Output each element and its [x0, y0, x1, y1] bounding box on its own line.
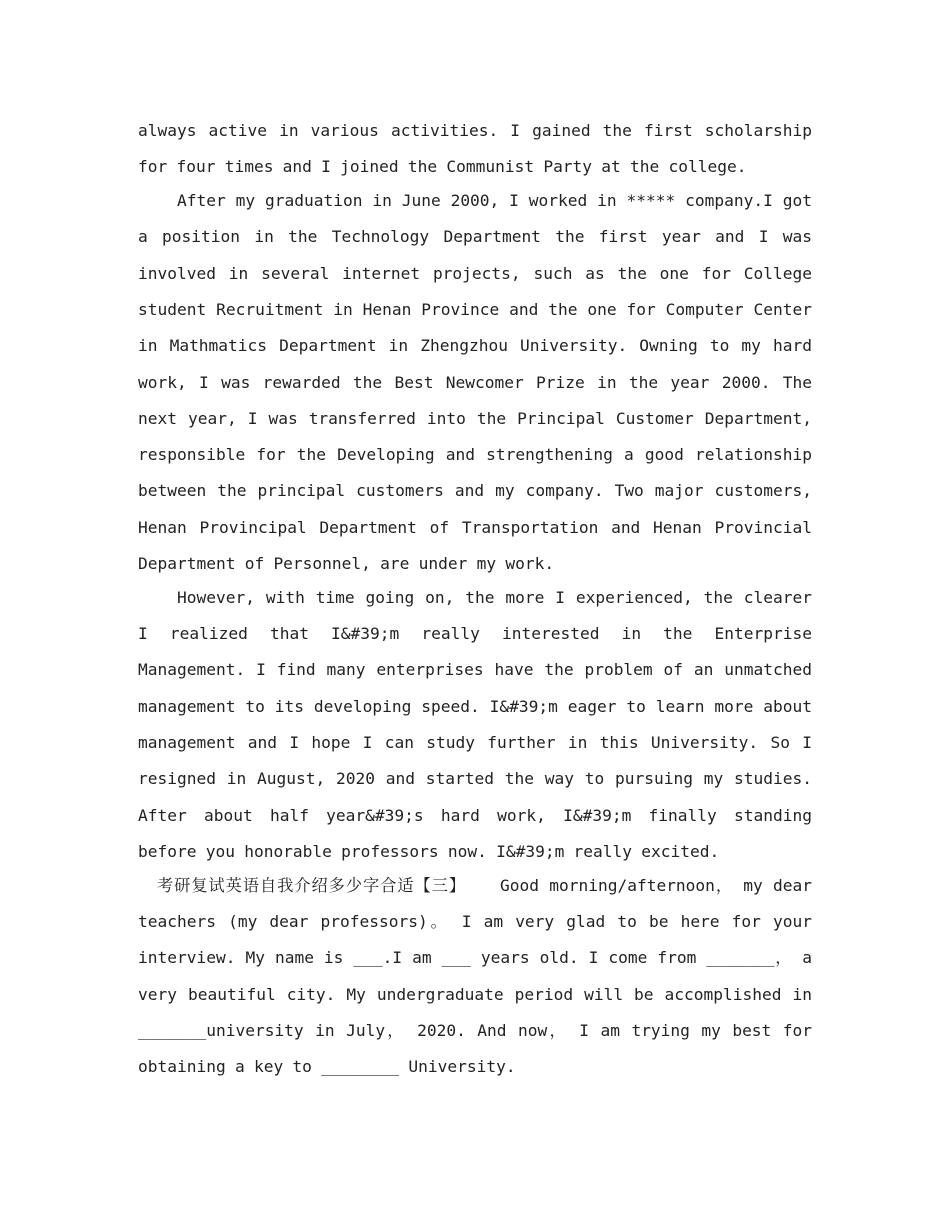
paragraph-work-experience: After my graduation in June 2000, I worked in ***** company.I got a position in the Technology Department the first year and I was involved in several internet projects, such as the one for College student Recruitment in Henan Province and the one for Computer Center in Mathmatics Department in Zhengzhou University. Owning to my hard work, I was rewarded the Best Newcomer Prize in the year 2000. The next year, I was transferred into the Principal Customer Department, responsible for the Developing and strengthening a good relationship between the principal customers and my company. Two major customers, Henan Provincipal Department of Transportation and Henan Provincial Department of Personnel, are under my work.	[138, 191, 812, 574]
document-page	[138, 113, 812, 1083]
section-body-text: Good morning/afternoon， my dear teachers (my dear professors)。 I am very glad to be here for your interview. My name is ___.I am ___ years old. I come from _______， a very beautiful city. My undergraduate period will be accomplished in _______university in July， 2020. And now， I am trying my best for obtaining a key to ________ University.	[138, 875, 812, 1077]
section-heading: 考研复试英语自我介绍多少字合适【三】	[157, 875, 467, 895]
paragraph-motivation: However, with time going on, the more I experienced, the clearer I realized that I&#39;m really interested in the Enterprise Management. I find many enterprises have the problem of an unmatched management to its developing speed. I&#39;m eager to learn more about management and I hope I can study further in this University. So I resigned in August, 2020 and started the way to pursuing my studies. After about half year&#39;s hard work, I&#39;m finally standing before you honorable professors now. I&#39;m really excited.	[138, 587, 812, 861]
section-three	[138, 868, 812, 1086]
paragraph-activities: always active in various activities. I gained the first scholarship for four times and I joined the Communist Party at the college.	[138, 121, 812, 177]
